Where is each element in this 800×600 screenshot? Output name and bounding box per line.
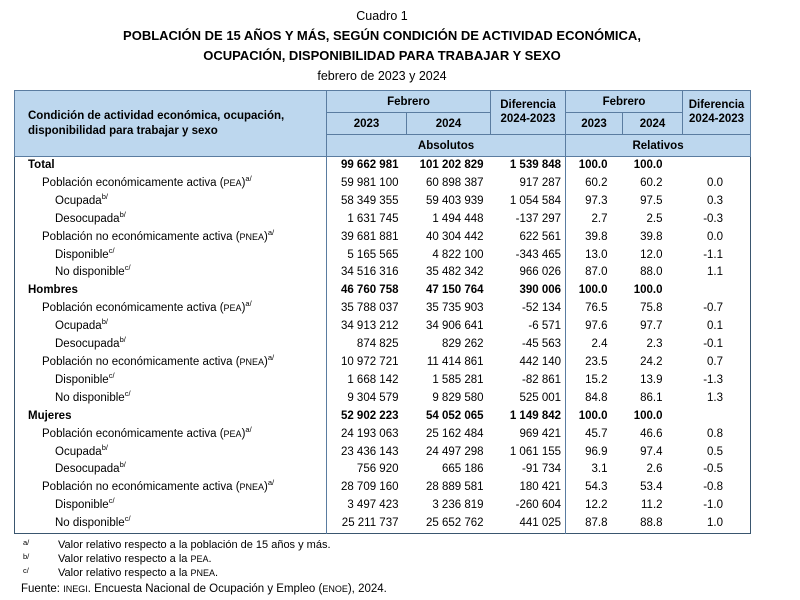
cell-rel-diferencia: 0.0 bbox=[707, 176, 724, 189]
row-label: Desocupada$^{b/}$ bbox=[15, 461, 327, 479]
cell-rel-2023: 23.5 bbox=[585, 355, 608, 368]
row-label: Hombres bbox=[15, 282, 327, 300]
table-row bbox=[15, 318, 751, 336]
row-label: Disponible$^{c/}$ bbox=[15, 372, 327, 390]
cell-rel-2024: 97.7 bbox=[640, 320, 663, 333]
col-header-2023-relativos: 2023 bbox=[566, 113, 623, 135]
cell-abs-2023: 39 681 881 bbox=[340, 230, 399, 243]
cell-abs-2023: 34 913 212 bbox=[340, 320, 399, 333]
cell-rel-2024: 60.2 bbox=[640, 176, 663, 189]
cell-rel-2024: 100.0 bbox=[633, 284, 663, 297]
cell-abs-2024: 35 482 342 bbox=[425, 266, 484, 279]
row-label: Disponible$^{c/}$ bbox=[15, 497, 327, 515]
title-block bbox=[14, 6, 750, 86]
cell-abs-diferencia: 1 539 848 bbox=[491, 157, 566, 175]
footnote-marker: a/ bbox=[267, 479, 275, 488]
cell-rel-diferencia: -0.1 bbox=[703, 338, 724, 351]
footnote-marker: b/ bbox=[119, 210, 126, 219]
cell-rel-2024: 100.0 bbox=[633, 409, 663, 422]
cell-rel-2023: 45.7 bbox=[585, 427, 608, 440]
cell-abs-2023: 59 981 100 bbox=[340, 176, 399, 189]
row-label: Mujeres bbox=[15, 408, 327, 426]
table-row bbox=[15, 229, 751, 247]
pea-acronym: PEA bbox=[190, 554, 209, 565]
cell-abs-2024: 11 414 861 bbox=[426, 355, 484, 368]
cell-abs-2024: 34 906 641 bbox=[425, 320, 484, 333]
cell-rel-2023: 15.2 bbox=[585, 373, 608, 386]
footnote-marker: b/ bbox=[119, 461, 126, 470]
row-label: Población económicamente activa (PEA)$^{a/}$ bbox=[15, 300, 327, 318]
footnote-marker: b/ bbox=[119, 336, 126, 345]
table-row bbox=[15, 426, 751, 444]
cell-abs-diferencia: -82 861 bbox=[491, 372, 566, 390]
cell-abs-2024: 3 236 819 bbox=[432, 499, 484, 512]
footnote-marker: a/ bbox=[267, 228, 275, 237]
cell-abs-diferencia: -45 563 bbox=[491, 336, 566, 354]
col-group-febrero-relativos: Febrero bbox=[566, 91, 683, 113]
cell-rel-2023: 2.4 bbox=[591, 338, 608, 351]
row-label: Disponible$^{c/}$ bbox=[15, 247, 327, 265]
cell-rel-diferencia: 0.7 bbox=[707, 355, 724, 368]
table-row bbox=[15, 157, 751, 175]
table-title-line2: OCUPACIÓN, DISPONIBILIDAD PARA TRABAJAR Y SEXO bbox=[203, 48, 561, 63]
row-label: No disponible$^{c/}$ bbox=[15, 515, 327, 533]
cell-abs-diferencia: -137 297 bbox=[491, 211, 566, 229]
table-title-line1: POBLACIÓN DE 15 AÑOS Y MÁS, SEGÚN CONDICIÓN DE ACTIVIDAD ECONÓMICA, bbox=[123, 28, 641, 43]
cell-rel-diferencia: 0.5 bbox=[707, 445, 724, 458]
cell-rel-2024: 13.9 bbox=[640, 373, 663, 386]
col-group-febrero-absolutos: Febrero bbox=[327, 91, 491, 113]
table-row bbox=[15, 479, 751, 497]
cell-abs-diferencia: 180 421 bbox=[491, 479, 566, 497]
cell-rel-2024: 24.2 bbox=[640, 355, 663, 368]
table-row bbox=[15, 390, 751, 408]
cell-abs-2023: 58 349 355 bbox=[340, 194, 399, 207]
table-row bbox=[15, 211, 751, 229]
table-header bbox=[15, 91, 751, 157]
cell-abs-diferencia: -52 134 bbox=[491, 300, 566, 318]
cell-rel-2023: 12.2 bbox=[585, 499, 608, 512]
footnote-marker: a/ bbox=[245, 300, 252, 309]
cell-rel-diferencia: -0.8 bbox=[703, 481, 724, 494]
cell-abs-diferencia: -6 571 bbox=[491, 318, 566, 336]
cell-rel-diferencia: -1.0 bbox=[703, 499, 724, 512]
cell-abs-diferencia: 390 006 bbox=[491, 282, 566, 300]
col-header-diferencia-absolutos: Diferencia 2024-2023 bbox=[491, 91, 566, 135]
cell-rel-2024: 86.1 bbox=[640, 391, 663, 404]
footnote-b: b/ Valor relativo respecto a la PEA. bbox=[23, 552, 212, 566]
stats-table bbox=[14, 90, 751, 534]
cell-rel-2024: 75.8 bbox=[640, 302, 663, 315]
table-row bbox=[15, 372, 751, 390]
cell-rel-diferencia: 0.1 bbox=[707, 320, 724, 333]
cell-rel-2023: 97.3 bbox=[585, 194, 608, 207]
table-row bbox=[15, 282, 751, 300]
row-label: Población económicamente activa (PEA)$^{a/}$ bbox=[15, 175, 327, 193]
cell-abs-2023: 3 497 423 bbox=[347, 499, 399, 512]
cell-rel-2023: 54.3 bbox=[585, 481, 608, 494]
cell-abs-2023: 5 165 565 bbox=[347, 248, 399, 261]
table-row bbox=[15, 497, 751, 515]
cell-abs-diferencia: 441 025 bbox=[491, 515, 566, 533]
cell-abs-diferencia: 969 421 bbox=[491, 426, 566, 444]
row-label: No disponible$^{c/}$ bbox=[15, 264, 327, 282]
cell-rel-2024: 12.0 bbox=[640, 248, 663, 261]
row-label: Ocupada$^{b/}$ bbox=[15, 318, 327, 336]
cell-abs-2024: 4 822 100 bbox=[432, 248, 484, 261]
cell-rel-2024: 97.4 bbox=[640, 445, 663, 458]
row-label: Desocupada$^{b/}$ bbox=[15, 211, 327, 229]
table-row bbox=[15, 515, 751, 533]
cell-abs-diferencia: 966 026 bbox=[491, 264, 566, 282]
table-subtitle: febrero de 2023 y 2024 bbox=[317, 69, 447, 83]
cell-rel-2024: 97.5 bbox=[640, 194, 663, 207]
cell-abs-2023: 9 304 579 bbox=[347, 391, 399, 404]
cell-abs-diferencia: 1 054 584 bbox=[491, 193, 566, 211]
footnote-c-marker: c/ bbox=[23, 566, 29, 576]
cell-rel-2023: 87.8 bbox=[585, 517, 608, 530]
table-row bbox=[15, 193, 751, 211]
footnote-marker: c/ bbox=[108, 371, 115, 381]
cell-rel-2023: 84.8 bbox=[585, 391, 608, 404]
table-row bbox=[15, 175, 751, 193]
cell-abs-diferencia: 917 287 bbox=[491, 175, 566, 193]
footnote-marker: a/ bbox=[267, 353, 275, 363]
footnote-marker: b/ bbox=[101, 318, 108, 327]
cell-rel-2023: 2.7 bbox=[591, 212, 608, 225]
row-label: Total bbox=[15, 157, 327, 175]
cell-abs-2023: 25 211 737 bbox=[341, 517, 399, 530]
cell-abs-diferencia: -91 734 bbox=[491, 461, 566, 479]
table-body bbox=[15, 157, 751, 534]
cell-rel-2024: 88.8 bbox=[640, 517, 663, 530]
cell-abs-2023: 28 709 160 bbox=[340, 481, 399, 494]
cell-abs-2024: 1 585 281 bbox=[432, 373, 484, 386]
cell-abs-2024: 40 304 442 bbox=[425, 230, 484, 243]
cell-abs-2024: 47 150 764 bbox=[425, 284, 484, 297]
row-label: Ocupada$^{b/}$ bbox=[15, 193, 327, 211]
footnotes-block bbox=[14, 538, 774, 597]
cell-rel-2023: 13.0 bbox=[585, 248, 608, 261]
row-label: Población no económicamente activa (PNEA)$^{a/}$ bbox=[15, 229, 327, 247]
cell-rel-2023: 100.0 bbox=[578, 159, 608, 171]
cell-abs-2024: 25 162 484 bbox=[425, 427, 484, 440]
cell-rel-2023: 87.0 bbox=[585, 266, 608, 279]
cell-abs-2024: 54 052 065 bbox=[425, 409, 484, 422]
cell-abs-2024: 1 494 448 bbox=[432, 212, 484, 225]
cell-rel-diferencia: -1.3 bbox=[703, 373, 724, 386]
table-row bbox=[15, 247, 751, 265]
cell-abs-2024: 25 652 762 bbox=[425, 517, 484, 530]
footnote-marker: a/ bbox=[245, 174, 252, 184]
cell-abs-2023: 1 631 745 bbox=[347, 212, 399, 225]
col-header-2023-absolutos: 2023 bbox=[327, 113, 407, 135]
row-label: Población no económicamente activa (PNEA)$^{a/}$ bbox=[15, 354, 327, 372]
table-row bbox=[15, 300, 751, 318]
footnote-a-text: Valor relativo respecto a la población de 15 años y más. bbox=[58, 539, 331, 551]
cell-rel-diferencia bbox=[683, 157, 751, 175]
footnote-marker: c/ bbox=[108, 246, 115, 255]
cell-abs-2024: 59 403 939 bbox=[425, 194, 484, 207]
row-label: Ocupada$^{b/}$ bbox=[15, 444, 327, 462]
cell-rel-diferencia: -0.5 bbox=[703, 463, 724, 476]
cell-rel-diferencia: 1.0 bbox=[707, 517, 724, 530]
cell-rel-2024: 46.6 bbox=[640, 427, 663, 440]
cell-rel-diferencia: 0.8 bbox=[707, 427, 724, 440]
cell-abs-2023: 99 662 981 bbox=[340, 159, 399, 171]
table-row bbox=[15, 444, 751, 462]
cell-abs-diferencia: -343 465 bbox=[491, 247, 566, 265]
cell-rel-2024: 39.8 bbox=[640, 230, 663, 243]
cell-abs-2023: 35 788 037 bbox=[340, 302, 399, 315]
cell-abs-2024: 35 735 903 bbox=[425, 302, 484, 315]
cell-abs-diferencia: 1 149 842 bbox=[491, 408, 566, 426]
cell-abs-2024: 665 186 bbox=[441, 463, 484, 476]
col-header-2024-relativos: 2024 bbox=[623, 113, 683, 135]
cell-abs-2024: 829 262 bbox=[441, 338, 484, 351]
cell-rel-diferencia: 0.3 bbox=[707, 194, 724, 207]
col-group-relativos: Relativos bbox=[566, 135, 751, 157]
cell-rel-diferencia: -1.1 bbox=[703, 248, 724, 261]
cell-abs-2023: 24 193 063 bbox=[340, 427, 399, 440]
cell-rel-2024: 11.2 bbox=[641, 499, 663, 512]
cell-rel-2023: 100.0 bbox=[578, 284, 608, 297]
cell-abs-2023: 52 902 223 bbox=[340, 409, 399, 422]
cell-rel-2024: 53.4 bbox=[640, 481, 663, 494]
cell-abs-2024: 9 829 580 bbox=[432, 391, 484, 404]
col-header-2024-absolutos: 2024 bbox=[407, 113, 491, 135]
row-label: Población económicamente activa (PEA)$^{a/}$ bbox=[15, 426, 327, 444]
cell-abs-diferencia: 622 561 bbox=[491, 229, 566, 247]
cell-abs-2024: 60 898 387 bbox=[425, 176, 484, 189]
cell-abs-diferencia: 1 061 155 bbox=[491, 444, 566, 462]
table-row bbox=[15, 264, 751, 282]
footnote-marker: c/ bbox=[108, 497, 115, 506]
footnote-a bbox=[14, 538, 774, 552]
cell-abs-2024: 101 202 829 bbox=[419, 159, 484, 171]
footnote-marker: c/ bbox=[124, 515, 131, 524]
row-label: Desocupada$^{b/}$ bbox=[15, 336, 327, 354]
cell-abs-2023: 23 436 143 bbox=[340, 445, 399, 458]
cell-rel-2024: 2.3 bbox=[646, 338, 663, 351]
cell-rel-2024: 88.0 bbox=[640, 266, 663, 279]
col-header-diferencia-relativos: Diferencia 2024-2023 bbox=[683, 91, 751, 135]
cell-rel-diferencia bbox=[683, 408, 751, 426]
source-line: Fuente: INEGI. Encuesta Nacional de Ocupación y Empleo (ENOE), 2024. bbox=[21, 582, 387, 595]
table-row bbox=[15, 354, 751, 372]
row-label: No disponible$^{c/}$ bbox=[15, 390, 327, 408]
cell-rel-diferencia: 1.1 bbox=[707, 266, 724, 279]
col-group-absolutos: Absolutos bbox=[327, 135, 566, 157]
cell-rel-diferencia: 0.0 bbox=[707, 230, 724, 243]
footnote-marker: b/ bbox=[101, 443, 108, 452]
cell-rel-diferencia: -0.3 bbox=[703, 212, 724, 225]
cell-abs-2023: 46 760 758 bbox=[340, 284, 399, 297]
cell-abs-diferencia: -260 604 bbox=[491, 497, 566, 515]
col-header-stub: Condición de actividad económica, ocupación, disponibilidad para trabajar y sexo bbox=[15, 91, 327, 157]
cell-abs-2023: 756 920 bbox=[356, 463, 399, 476]
row-label: Población no económicamente activa (PNEA)$^{a/}$ bbox=[15, 479, 327, 497]
cell-abs-2023: 874 825 bbox=[356, 338, 399, 351]
cell-abs-2024: 24 497 298 bbox=[425, 445, 484, 458]
cell-abs-diferencia: 525 001 bbox=[491, 390, 566, 408]
table-number: Cuadro 1 bbox=[356, 9, 408, 23]
cell-rel-2023: 60.2 bbox=[585, 176, 608, 189]
cell-abs-2023: 34 516 316 bbox=[340, 266, 399, 279]
cell-rel-2023: 39.8 bbox=[585, 230, 608, 243]
cell-rel-2023: 96.9 bbox=[585, 445, 608, 458]
cell-rel-2023: 76.5 bbox=[585, 302, 608, 315]
cell-rel-2024: 100.0 bbox=[633, 159, 663, 171]
footnote-c: c/ Valor relativo respecto a la PNEA. bbox=[23, 566, 219, 580]
cell-abs-2023: 1 668 142 bbox=[347, 373, 399, 386]
cell-rel-2023: 100.0 bbox=[578, 409, 608, 422]
enoe-acronym: ENOE bbox=[322, 583, 348, 594]
table-row bbox=[15, 408, 751, 426]
cell-rel-diferencia bbox=[683, 282, 751, 300]
cell-rel-2023: 97.6 bbox=[585, 320, 608, 333]
pnea-acronym: PNEA bbox=[190, 568, 215, 579]
footnote-marker: a/ bbox=[245, 425, 252, 434]
inegi-acronym: INEGI bbox=[63, 583, 88, 594]
cell-abs-diferencia: 442 140 bbox=[491, 354, 566, 372]
cell-rel-2024: 2.6 bbox=[646, 463, 663, 476]
cell-abs-2023: 10 972 721 bbox=[340, 355, 399, 368]
footnote-marker: b/ bbox=[101, 192, 108, 201]
footnote-b-marker: b/ bbox=[23, 552, 30, 562]
table-row bbox=[15, 461, 751, 479]
cell-rel-2023: 3.1 bbox=[591, 463, 608, 476]
cell-rel-2024: 2.5 bbox=[646, 212, 663, 225]
table-row bbox=[15, 336, 751, 354]
footnote-marker: c/ bbox=[124, 264, 131, 273]
cell-rel-diferencia: -0.7 bbox=[703, 302, 724, 315]
cell-rel-diferencia: 1.3 bbox=[707, 391, 724, 404]
footnote-marker: c/ bbox=[124, 389, 131, 398]
footnote-a-marker: a/ bbox=[23, 538, 30, 547]
cell-abs-2024: 28 889 581 bbox=[425, 481, 484, 494]
